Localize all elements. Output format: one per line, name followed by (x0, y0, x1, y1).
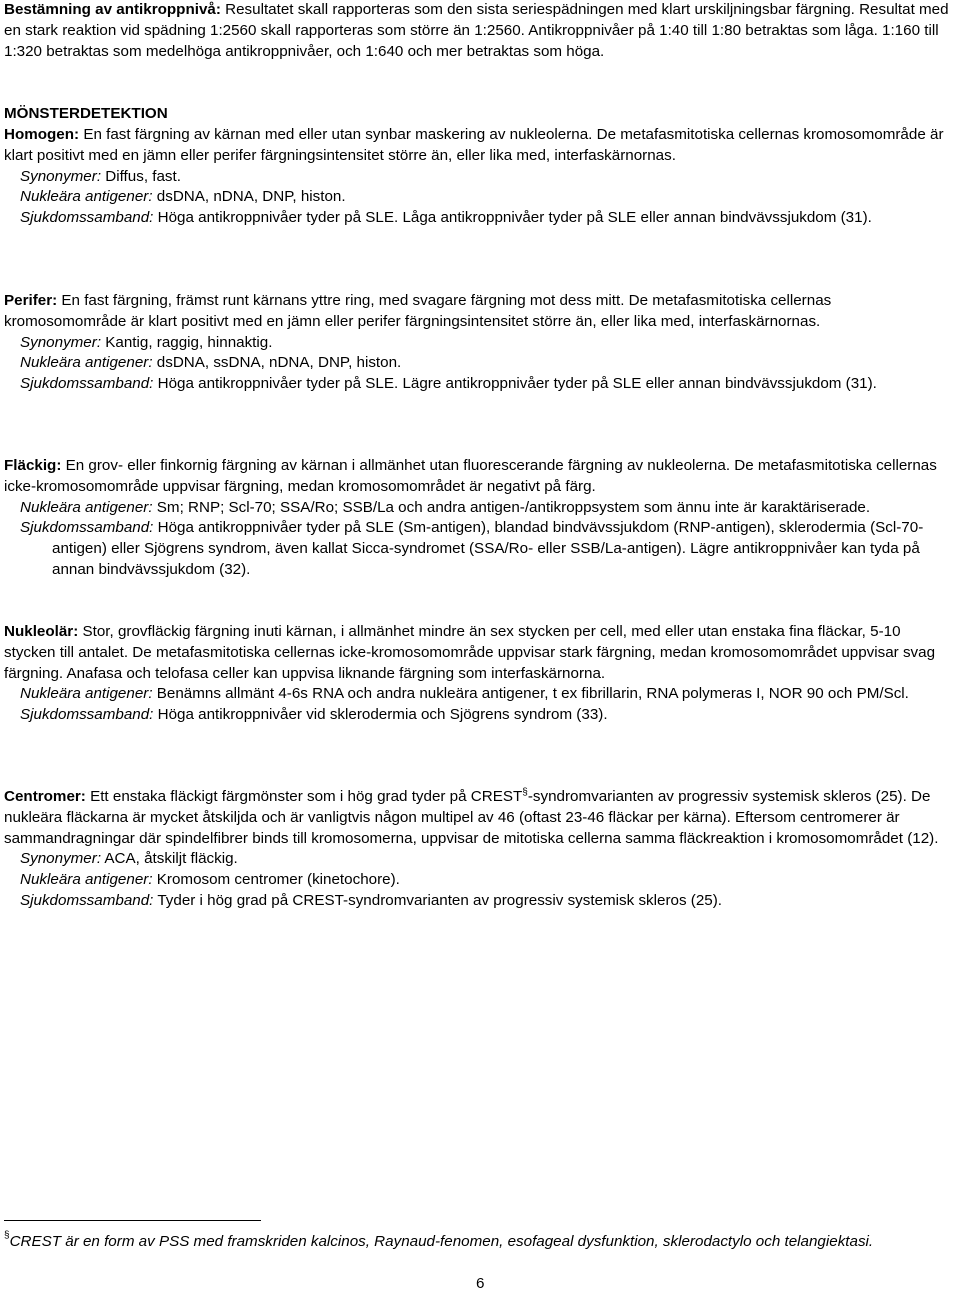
perifer-paragraph (4, 291, 956, 333)
flackig-section (4, 456, 956, 581)
perifer-text: En fast färgning, främst runt kärnans yttre ring, med svagare färgning mot dess mitt. De metafasmitotiska cellernas kromosomområde är klart positivt med en jämn eller perifer färgningsintensitet större än, eller lika med, interfaskärnornas. (4, 292, 832, 330)
perifer-synonyms (4, 333, 956, 354)
perifer-antigens (4, 353, 956, 374)
centromer-paragraph (4, 787, 956, 849)
disease-text: Tyder i hög grad på CREST-syndromvarianten av progressiv systemisk skleros (25). (153, 891, 723, 909)
antigens-text: Kromosom centromer (kinetochore). (152, 871, 400, 889)
flackig-paragraph (4, 456, 956, 498)
centromer-label: Centromer: (4, 788, 86, 805)
antigens-label: Nukleära antigener: (20, 871, 153, 889)
nukleolar-paragraph (4, 622, 956, 684)
disease-label: Sjukdomssamband: (20, 891, 154, 909)
nukleolar-section (4, 622, 956, 726)
centromer-synonyms (4, 849, 956, 870)
synonyms-text: ACA, åtskiljt fläckig. (101, 850, 238, 868)
perifer-section (4, 291, 956, 395)
synonyms-label: Synonymer: (20, 850, 102, 868)
footnote-text: CREST är en form av PSS med framskriden kalcinos, Raynaud-fenomen, esofageal dysfunktion, sklerodactylo och telangiektasi. (9, 1233, 874, 1250)
page-number: 6 (476, 1275, 485, 1292)
antigens-text: dsDNA, nDNA, DNP, histon. (152, 188, 346, 206)
nukleolar-label: Nukleolär: (4, 623, 79, 640)
antigens-label: Nukleära antigener: (20, 498, 153, 516)
homogen-disease (4, 208, 956, 229)
flackig-label: Fläckig: (4, 457, 62, 474)
disease-label: Sjukdomssamband: (20, 706, 154, 724)
flackig-antigens (4, 498, 956, 519)
disease-label: Sjukdomssamband: (20, 375, 154, 393)
intro-text: Resultatet skall rapporteras som den sista seriespädningen med klart urskiljningsbar färgning. Resultat med en stark reaktion vid spädning 1:2560 skall rapporteras som större än 1:2560. Antikroppnivåer på 1:40 till 1:80 betraktas som låga. 1:160 till 1:320 betraktas som medelhöga antikroppnivåer, och 1:640 och mer betraktas som höga. (4, 1, 949, 60)
intro-paragraph (4, 0, 956, 62)
flackig-text: En grov- eller finkornig färgning av kärnan i allmänhet utan fluorescerande färgning av nukleolerna. De metafasmitotiska cellernas icke-kromosomområde uppvisar färgning, medan kromosomområdet är negativt på färg. (4, 457, 937, 495)
intro-label: Bestämning av antikroppnivå: (4, 1, 221, 18)
centromer-text-b: -syndromvarianten av progressiv systemisk skleros (25). De nukleära fläckarna är mycket åtskiljda och är vanligtvis någon multipel av 46 (oftast 23-46 fläckar per kärna). Eftersom centromerer är sammandragningar där spindelfibrer binds till kromosomerna, uppvisar de mitotiska cellerna samma fläckreaktion i kromosomområdet (12). (4, 788, 939, 847)
disease-text: Höga antikroppnivåer tyder på SLE (Sm-antigen), blandad bindvävssjukdom (RNP-antigen), sklerodermia (Scl-70-antigen) eller Sjögrens syndrom, även kallat Sicca-syndromet (SSA/Ro- eller SSB/La-antigen). Lägre antikroppnivåer kan tyda på annan bindvävssjukdom (32). (52, 519, 924, 578)
centromer-disease (4, 891, 956, 912)
flackig-disease (4, 518, 956, 580)
antigens-label: Nukleära antigener: (20, 685, 153, 703)
synonyms-text: Diffus, fast. (101, 167, 181, 185)
disease-text: Höga antikroppnivåer tyder på SLE. Lägre antikroppnivåer tyder på SLE eller annan bindvävssjukdom (31). (153, 375, 877, 393)
antigens-label: Nukleära antigener: (20, 354, 153, 372)
footnote (4, 1232, 944, 1255)
antigens-text: Benämns allmänt 4-6s RNA och andra nukleära antigener, t ex fibrillarin, RNA polymeras I, NOR 90 och PM/Scl. (152, 685, 909, 703)
homogen-label: Homogen: (4, 126, 80, 143)
centromer-antigens (4, 870, 956, 891)
disease-label: Sjukdomssamband: (20, 209, 154, 227)
synonyms-label: Synonymer: (20, 167, 102, 185)
synonyms-label: Synonymer: (20, 333, 102, 351)
disease-text: Höga antikroppnivåer vid sklerodermia och Sjögrens syndrom (33). (153, 706, 608, 724)
footnote-reference: § (522, 787, 528, 798)
nukleolar-antigens (4, 684, 956, 705)
disease-label: Sjukdomssamband: (20, 519, 154, 537)
homogen-antigens (4, 187, 956, 208)
nukleolar-disease (4, 705, 956, 726)
section-heading: MÖNSTERDETEKTION (4, 105, 168, 122)
homogen-section (4, 125, 956, 229)
homogen-synonyms (4, 167, 956, 188)
centromer-section (4, 787, 956, 912)
antigens-text: Sm; RNP; Scl-70; SSA/Ro; SSB/La och andra antigen-/antikroppsystem som ännu inte är karaktäriserade. (152, 498, 871, 516)
nukleolar-text: Stor, grovfläckig färgning inuti kärnan, i allmänhet mindre än sex stycken per cell, med eller utan enstaka fina fläckar, 5-10 stycken till antalet. De metafasmitotiska cellernas icke-kromosomområde uppvisar stark färgning, medan kromosomområdet uppvisar svag färgning. Anafasa och telofasa celler kan uppvisa liknande färgning som interfaskärnorna. (4, 623, 936, 682)
disease-text: Höga antikroppnivåer tyder på SLE. Låga antikroppnivåer tyder på SLE eller annan bindvävssjukdom (31). (153, 209, 872, 227)
antigens-label: Nukleära antigener: (20, 188, 153, 206)
synonyms-text: Kantig, raggig, hinnaktig. (101, 333, 273, 351)
centromer-text-a: Ett enstaka fläckigt färgmönster som i hög grad tyder på CREST (85, 788, 523, 805)
perifer-label: Perifer: (4, 292, 58, 309)
footnote-mark: § (4, 1230, 10, 1241)
homogen-paragraph (4, 125, 956, 167)
perifer-disease (4, 374, 956, 395)
footnote-divider (4, 1220, 261, 1221)
homogen-text: En fast färgning av kärnan med eller utan synbar maskering av nukleolerna. De metafasmitotiska cellernas kromosomområde är klart positivt med en jämn eller perifer färgningsintensitet större än, eller lika med, interfaskärnornas. (4, 126, 944, 164)
antigens-text: dsDNA, ssDNA, nDNA, DNP, histon. (152, 354, 402, 372)
